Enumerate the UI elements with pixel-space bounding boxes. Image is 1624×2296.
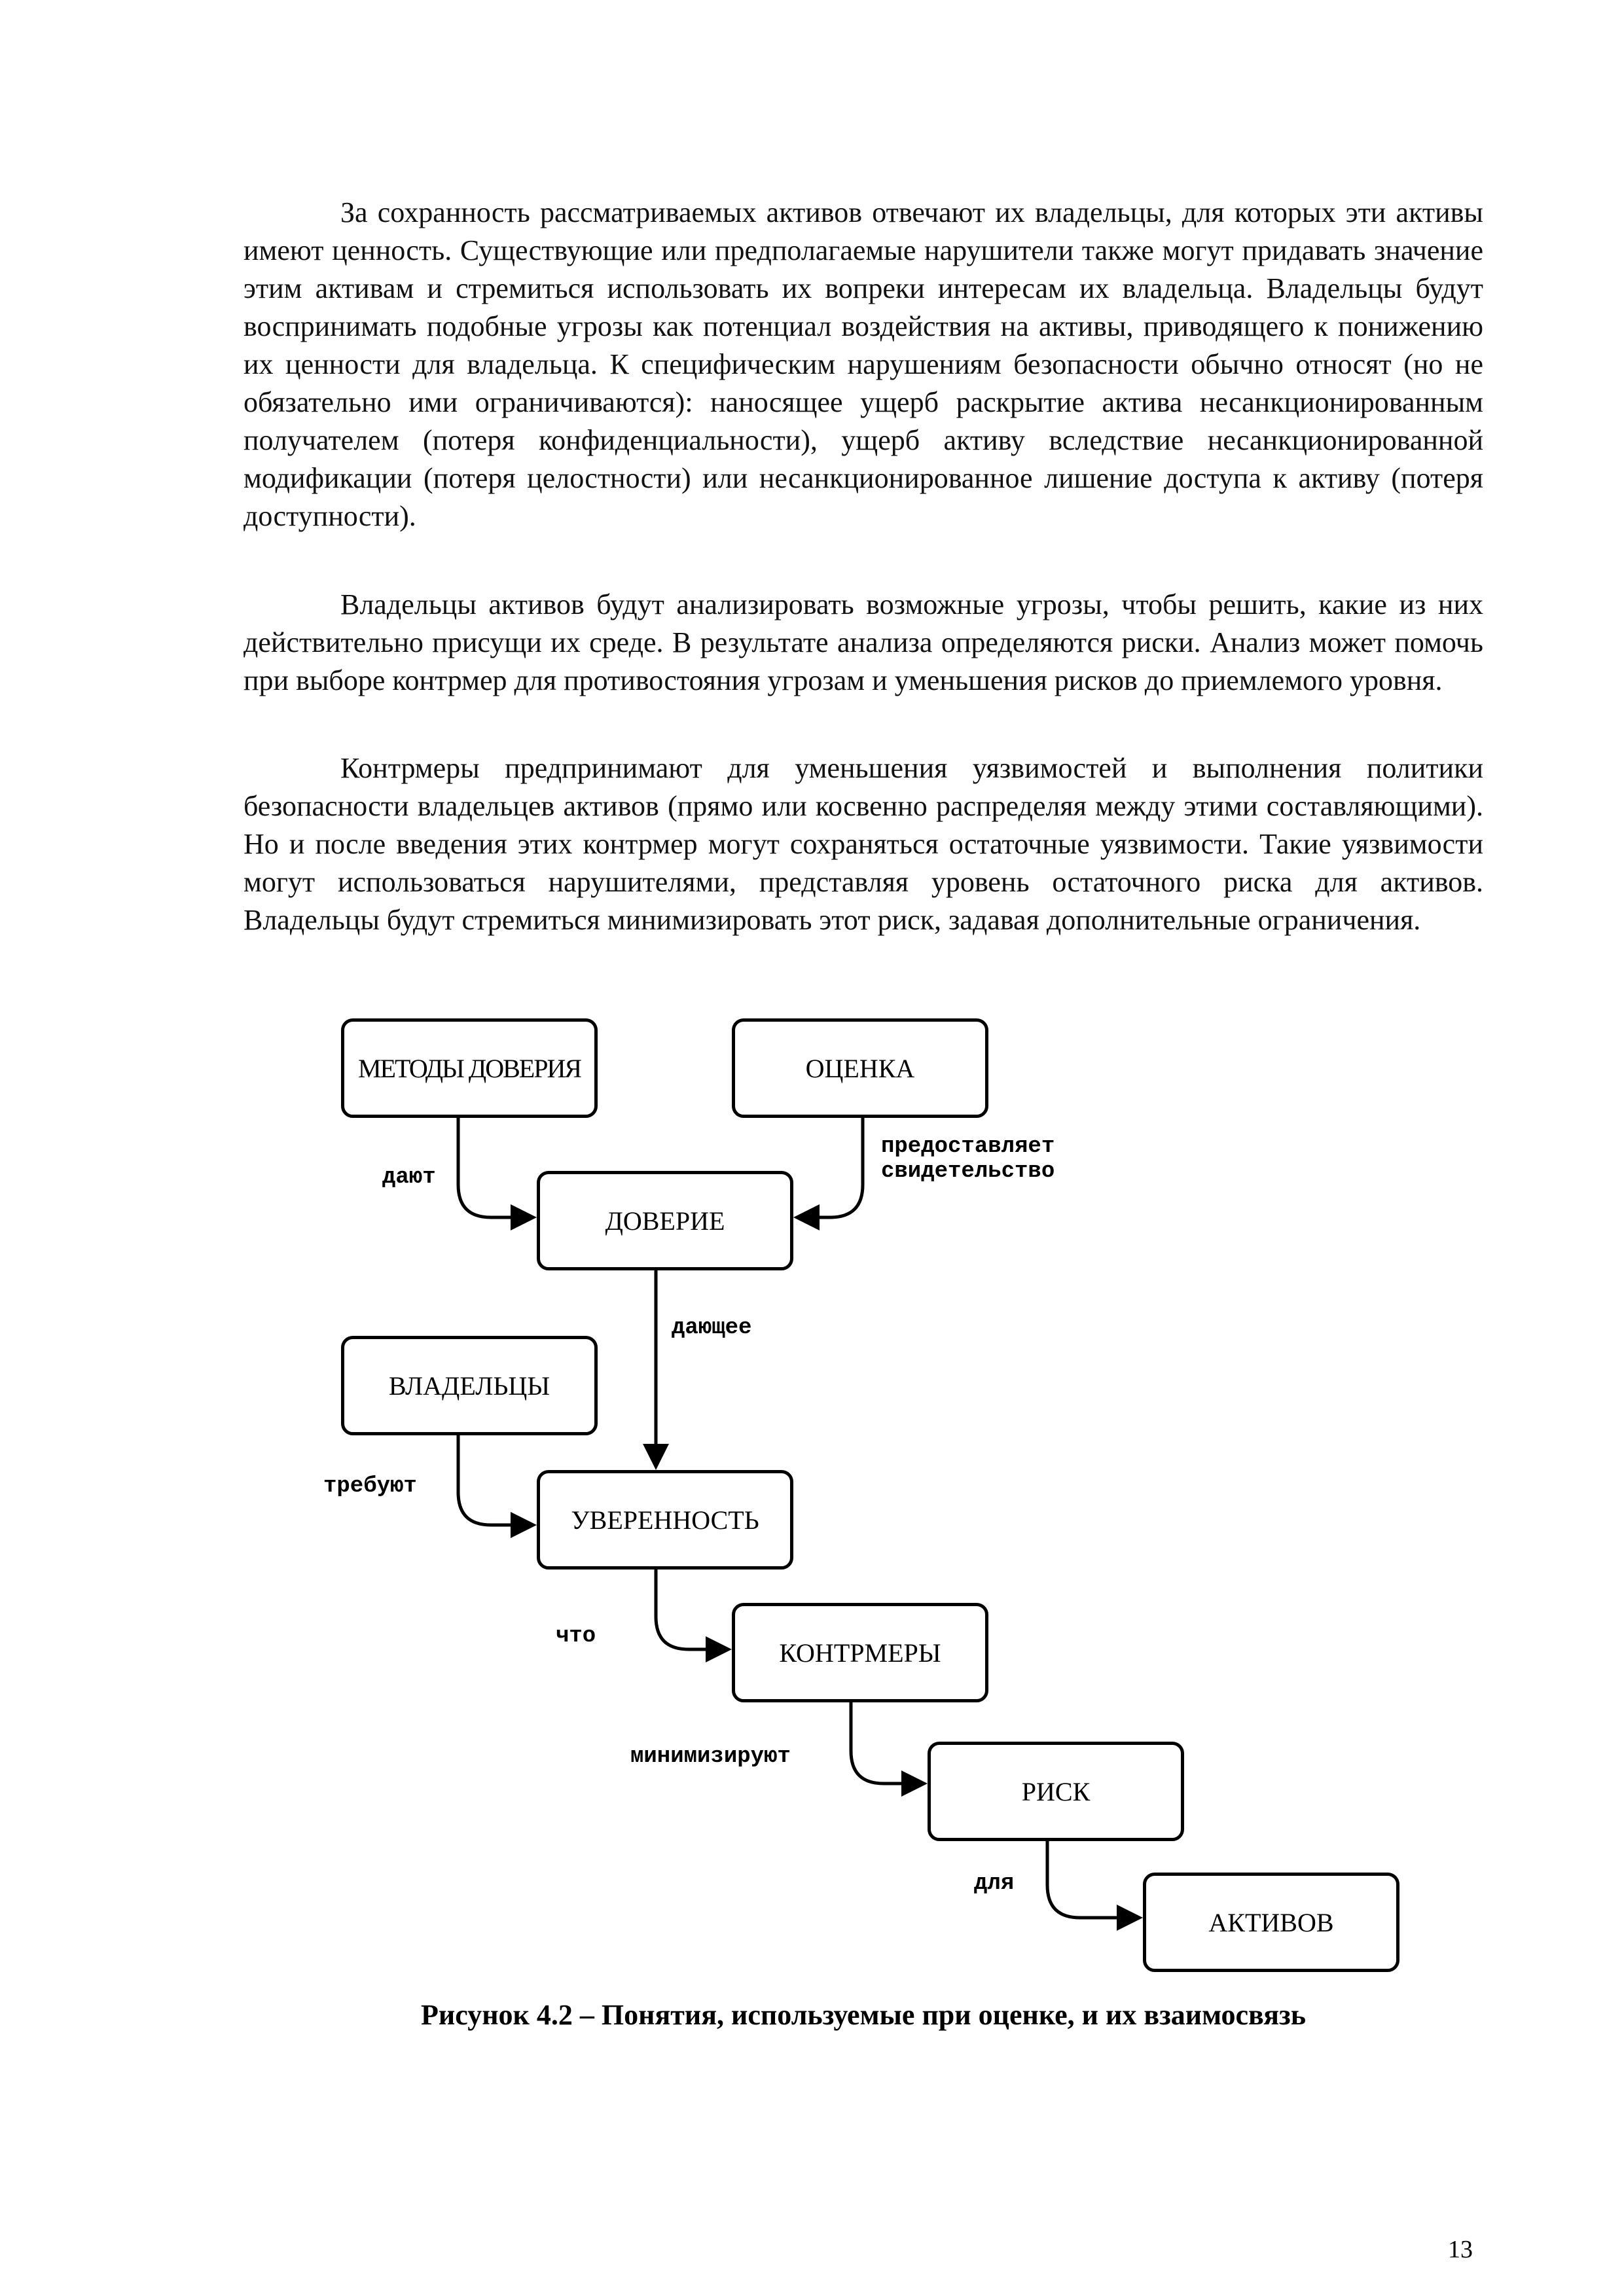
arrow-risk-to-assets — [1047, 1841, 1140, 1918]
figure-caption: Рисунок 4.2 – Понятия, используемые при оценке, и их взаимосвязь — [421, 1999, 1306, 2031]
edge-label-provides-evidence-line-2: свидетельство — [881, 1159, 1055, 1184]
page-number: 13 — [1448, 2236, 1473, 2263]
arrow-methods-to-trust — [458, 1118, 533, 1217]
node-evaluation: ОЦЕНКА — [732, 1018, 988, 1118]
arrow-confidence-to-countermeasures — [656, 1570, 729, 1649]
paragraph-countermeasures: Контрмеры предпринимают для уменьшения уязвимостей и выполнения политики безопасности владельцев активов (прямо или косвенно распределяя между этими составляющими). Но и после введения этих контрмер могут сохраняться остаточные уязвимости. Такие уязвимости могут использоваться нарушителями, представляя уровень остаточного риска для активов. Владельцы будут стремиться минимизировать этот риск, задавая дополнительные ограничения. — [244, 752, 1483, 936]
edge-label-give: дают — [382, 1165, 436, 1190]
edge-label-giving: дающее — [672, 1316, 752, 1340]
arrow-countermeasures-to-risk — [851, 1702, 924, 1784]
arrow-owners-to-confidence — [458, 1435, 533, 1525]
edge-label-provides-evidence — [881, 1134, 1055, 1184]
edge-label-for: для — [974, 1871, 1015, 1896]
node-countermeasures: КОНТРМЕРЫ — [732, 1603, 988, 1702]
paragraph-threat-analysis: Владельцы активов будут анализировать возможные угрозы, чтобы решить, какие из них действительно присущи их среде. В результате анализа определяются риски. Анализ может помочь при выборе контрмер для противостояния угрозам и уменьшения рисков до приемлемого уровня. — [244, 588, 1483, 696]
arrow-evaluation-to-trust — [797, 1118, 863, 1217]
node-confidence: УВЕРЕННОСТЬ — [537, 1470, 793, 1570]
edge-label-that: что — [556, 1624, 596, 1649]
node-risk: РИСК — [928, 1742, 1184, 1841]
node-trust-methods: МЕТОДЫ ДОВЕРИЯ — [341, 1018, 598, 1118]
edge-label-require: требуют — [323, 1474, 417, 1499]
node-trust: ДОВЕРИЕ — [537, 1171, 793, 1270]
node-owners: ВЛАДЕЛЬЦЫ — [341, 1336, 598, 1435]
edge-label-minimize: минимизируют — [630, 1744, 791, 1769]
node-assets: АКТИВОВ — [1143, 1873, 1399, 1972]
edge-label-provides-evidence-line-1: предоставляет — [881, 1134, 1055, 1159]
paragraph-assets-owners: За сохранность рассматриваемых активов отвечают их владельцы, для которых эти активы имеют ценность. Существующие или предполагаемые нарушители также могут придавать значение этим активам и стремиться использовать их вопреки интересам их владельца. Владельцы будут воспринимать подобные угрозы как потенциал воздействия на активы, приводящего к понижению их ценности для владельца. К специфическим нарушениям безопасности обычно относят (но не обязательно ими ограничиваются): наносящее ущерб раскрытие актива несанкционированным получателем (потеря конфиденциальности), ущерб активу вследствие несанкционированной модификации (потеря целостности) или несанкционированное лишение доступа к активу (потеря доступности). — [244, 196, 1483, 532]
